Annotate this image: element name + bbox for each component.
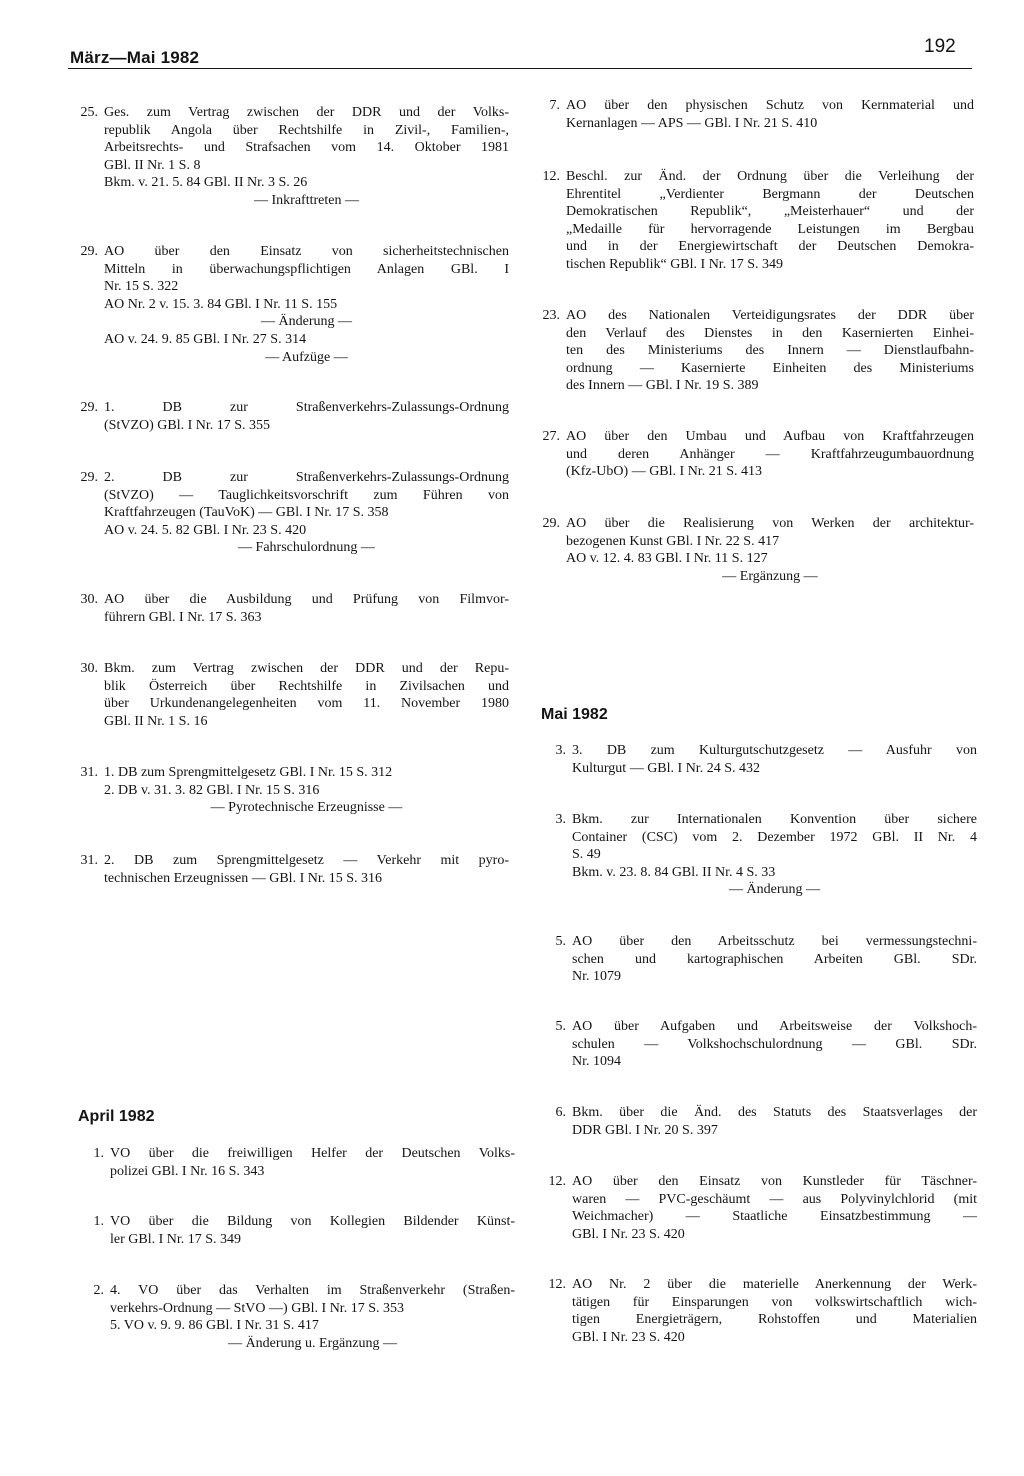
section-heading-mai: Mai 1982 bbox=[541, 706, 608, 723]
entry-line: Mitteln in überwachungspflichtigen Anlagen GBl. I bbox=[104, 261, 509, 277]
entry-line: Arbeitsrechts- und Strafsachen vom 14. Oktober 1981 bbox=[104, 140, 509, 156]
entry-line: 1. DB zur Straßenverkehrs-Zulassungs-Ordnung bbox=[104, 400, 509, 415]
entry-date: 12. bbox=[542, 169, 560, 184]
entry-line: (StVZO) GBl. I Nr. 17 S. 355 bbox=[104, 417, 271, 433]
entry-right-5 bbox=[542, 515, 974, 585]
entry-note: — Ergänzung — bbox=[722, 568, 818, 584]
entry-line: Bkm. zum Vertrag zwischen der DDR und der Repu- bbox=[104, 661, 509, 676]
entry-date: 30. bbox=[80, 592, 98, 607]
entry-note: — Pyrotechnische Erzeugnisse — bbox=[210, 800, 403, 816]
entry-line: technischen Erzeugnissen — GBl. I Nr. 15 S. 316 bbox=[104, 870, 383, 886]
entry-line: Bkm. v. 23. 8. 84 GBl. II Nr. 4 S. 33 bbox=[572, 864, 776, 880]
entry-line: ten des Ministeriums des Innern — Dienstlaufbahn- bbox=[566, 343, 974, 359]
entry-mai-4 bbox=[555, 1018, 977, 1071]
entry-line: Ges. zum Vertrag zwischen der DDR und der Volks- bbox=[104, 105, 509, 120]
entry-line: 1. DB zum Sprengmittelgesetz GBl. I Nr. 15 S. 312 bbox=[104, 765, 393, 780]
entry-line: Nr. 1094 bbox=[572, 1054, 621, 1070]
entry-line: den Verlauf des Dienstes in den Kasernierten Einhei- bbox=[566, 325, 974, 341]
entry-line: AO über die Ausbildung und Prüfung von Filmvor- bbox=[104, 592, 509, 607]
entry-date: 6. bbox=[555, 1105, 566, 1120]
entry-line: Beschl. zur Änd. der Ordnung über die Verleihung der bbox=[566, 169, 974, 184]
entry-line: ler GBl. I Nr. 17 S. 349 bbox=[110, 1231, 242, 1247]
entry-line: polizei GBl. I Nr. 16 S. 343 bbox=[110, 1163, 265, 1179]
entry-left-6 bbox=[80, 660, 509, 730]
entry-mai-6 bbox=[548, 1173, 977, 1243]
entry-line: Kulturgut — GBl. I Nr. 24 S. 432 bbox=[572, 760, 760, 776]
entry-line: Nr. 1079 bbox=[572, 969, 621, 985]
section-heading-april: April 1982 bbox=[78, 1108, 155, 1125]
entry-line: und deren Anhänger — Kraftfahrzeugumbauordnung bbox=[566, 446, 974, 462]
entry-date: 29. bbox=[80, 400, 98, 415]
entry-note: — Aufzüge — bbox=[265, 349, 348, 365]
entry-line: AO über den Umbau und Aufbau von Kraftfahrzeugen bbox=[566, 429, 974, 444]
entry-line: S. 49 bbox=[572, 847, 601, 863]
entry-date: 1. bbox=[93, 1146, 104, 1161]
entry-left-4 bbox=[80, 469, 509, 557]
entry-line: 5. VO v. 9. 9. 86 GBl. I Nr. 31 S. 417 bbox=[110, 1318, 319, 1334]
entry-left-3 bbox=[80, 399, 509, 434]
entry-line: AO v. 24. 5. 82 GBl. I Nr. 23 S. 420 bbox=[104, 522, 307, 538]
entry-line: DDR GBl. I Nr. 20 S. 397 bbox=[572, 1122, 718, 1138]
entry-line: AO v. 24. 9. 85 GBl. I Nr. 27 S. 314 bbox=[104, 331, 307, 347]
entry-date: 2. bbox=[93, 1283, 104, 1298]
entry-note: — Fahrschulordnung — bbox=[238, 540, 375, 556]
entry-line: Container (CSC) vom 2. Dezember 1972 GBl. II Nr. 4 bbox=[572, 829, 977, 845]
entry-line: 2. DB v. 31. 3. 82 GBl. I Nr. 15 S. 316 bbox=[104, 782, 320, 798]
entry-mai-3 bbox=[555, 933, 977, 986]
entry-date: 12. bbox=[548, 1277, 566, 1292]
entry-date: 3. bbox=[555, 743, 566, 758]
entry-line: 3. DB zum Kulturgutschutzgesetz — Ausfuhr von bbox=[572, 743, 977, 758]
entry-date: 29. bbox=[80, 244, 98, 259]
entry-line: republik Angola über Rechtshilfe in Zivil-, Familien-, bbox=[104, 122, 509, 138]
entry-line: AO Nr. 2 v. 15. 3. 84 GBl. I Nr. 11 S. 155 bbox=[104, 296, 338, 312]
entry-april-2 bbox=[93, 1213, 515, 1248]
entry-line: führern GBl. I Nr. 17 S. 363 bbox=[104, 609, 262, 625]
entry-line: Kernanlagen — APS — GBl. I Nr. 21 S. 410 bbox=[566, 115, 818, 131]
entry-note: — Änderung u. Ergänzung — bbox=[228, 1335, 397, 1351]
entry-date: 25. bbox=[80, 105, 98, 120]
entry-april-1 bbox=[93, 1145, 515, 1180]
entry-line: Kraftfahrzeugen (TauVoK) — GBl. I Nr. 17 S. 358 bbox=[104, 505, 389, 521]
entry-right-4 bbox=[542, 428, 974, 481]
entry-line: blik Österreich über Rechtshilfe in Zivilsachen und bbox=[104, 678, 509, 694]
entry-date: 29. bbox=[542, 516, 560, 531]
entry-line: ordnung — Kasernierte Einheiten des Ministeriums bbox=[566, 360, 974, 376]
entry-line: Bkm. über die Änd. des Statuts des Staatsverlages der bbox=[572, 1105, 977, 1120]
entry-line: des Innern — GBl. I Nr. 19 S. 389 bbox=[566, 378, 759, 394]
entry-note: — Inkrafttreten — bbox=[254, 192, 359, 208]
entry-line: waren — PVC-geschäumt — aus Polyvinylchlorid (mit bbox=[572, 1191, 977, 1207]
entry-right-2 bbox=[542, 168, 974, 274]
entry-date: 1. bbox=[93, 1214, 104, 1229]
header-rule bbox=[68, 68, 972, 69]
entry-line: Bkm. v. 21. 5. 84 GBl. II Nr. 3 S. 26 bbox=[104, 175, 308, 191]
entry-line: VO über die Bildung von Kollegien Bildender Künst- bbox=[110, 1214, 515, 1229]
entry-line: (Kfz-UbO) — GBl. I Nr. 21 S. 413 bbox=[566, 464, 762, 480]
entry-date: 29. bbox=[80, 470, 98, 485]
entry-line: 4. VO über das Verhalten im Straßenverkehr (Straßen- bbox=[110, 1283, 515, 1298]
entry-date: 30. bbox=[80, 661, 98, 676]
entry-date: 12. bbox=[548, 1174, 566, 1189]
entry-line: AO v. 12. 4. 83 GBl. I Nr. 11 S. 127 bbox=[566, 551, 768, 567]
entry-line: GBl. II Nr. 1 S. 8 bbox=[104, 157, 201, 173]
entry-date: 31. bbox=[80, 853, 98, 868]
entry-date: 23. bbox=[542, 308, 560, 323]
entry-line: tätigen für Einsparungen von volkswirtschaftlich wich- bbox=[572, 1294, 977, 1310]
entry-line: verkehrs-Ordnung — StVO —) GBl. I Nr. 17 S. 353 bbox=[110, 1300, 404, 1316]
entry-line: Nr. 15 S. 322 bbox=[104, 279, 179, 295]
entry-left-1 bbox=[80, 104, 509, 210]
entry-right-1 bbox=[549, 97, 974, 132]
entry-line: Bkm. zur Internationalen Konvention über sichere bbox=[572, 812, 977, 827]
entry-mai-2 bbox=[555, 811, 977, 899]
entry-left-2 bbox=[80, 243, 509, 366]
page-title: März—Mai 1982 bbox=[70, 48, 200, 67]
entry-note: — Änderung — bbox=[261, 314, 352, 330]
entry-date: 31. bbox=[80, 765, 98, 780]
entry-line: Ehrentitel „Verdienter Bergmann der Deutschen bbox=[566, 186, 974, 202]
entry-line: „Medaille für hervorragende Leistungen im Bergbau bbox=[566, 221, 974, 237]
entry-line: AO über den Einsatz von Kunstleder für Täschner- bbox=[572, 1174, 977, 1189]
entry-date: 5. bbox=[555, 1019, 566, 1034]
entry-line: GBl. I Nr. 23 S. 420 bbox=[572, 1226, 685, 1242]
entry-date: 7. bbox=[549, 98, 560, 113]
entry-line: schen und kartographischen Arbeiten GBl. SDr. bbox=[572, 951, 977, 967]
entry-april-3 bbox=[93, 1282, 515, 1352]
entry-line: AO über den Einsatz von sicherheitstechnischen bbox=[104, 244, 509, 259]
entry-line: über Urkundenangelegenheiten vom 11. November 1980 bbox=[104, 696, 509, 712]
entry-line: AO über die Realisierung von Werken der architektur- bbox=[566, 516, 974, 531]
entry-line: AO über den physischen Schutz von Kernmaterial und bbox=[566, 98, 974, 113]
entry-line: 2. DB zum Sprengmittelgesetz — Verkehr mit pyro- bbox=[104, 853, 509, 868]
page-number: 192 bbox=[924, 36, 956, 57]
entry-date: 5. bbox=[555, 934, 566, 949]
entry-line: Weichmacher) — Staatliche Einsatzbestimmung — bbox=[572, 1209, 977, 1225]
entry-mai-5 bbox=[555, 1104, 977, 1139]
entry-mai-7 bbox=[548, 1276, 977, 1346]
entry-line: GBl. II Nr. 1 S. 16 bbox=[104, 713, 208, 729]
entry-line: tigen Energieträgern, Rohstoffen und Materialien bbox=[572, 1312, 977, 1328]
entry-left-7 bbox=[80, 764, 509, 817]
entry-line: Demokratischen Republik“, „Meisterhauer“ und der bbox=[566, 204, 974, 220]
entry-date: 27. bbox=[542, 429, 560, 444]
entry-date: 3. bbox=[555, 812, 566, 827]
entry-left-5 bbox=[80, 591, 509, 626]
entry-line: AO über Aufgaben und Arbeitsweise der Volkshoch- bbox=[572, 1019, 977, 1034]
entry-note: — Änderung — bbox=[729, 882, 820, 898]
entry-line: AO über den Arbeitsschutz bei vermessungstechni- bbox=[572, 934, 977, 949]
entry-line: VO über die freiwilligen Helfer der Deutschen Volks- bbox=[110, 1146, 515, 1161]
entry-line: tischen Republik“ GBl. I Nr. 17 S. 349 bbox=[566, 256, 783, 272]
entry-line: bezogenen Kunst GBl. I Nr. 22 S. 417 bbox=[566, 533, 780, 549]
entry-mai-1 bbox=[555, 742, 977, 777]
entry-left-8 bbox=[80, 852, 509, 887]
entry-line: 2. DB zur Straßenverkehrs-Zulassungs-Ordnung bbox=[104, 470, 509, 485]
entry-line: schulen — Volkshochschulordnung — GBl. SDr. bbox=[572, 1036, 977, 1052]
entry-line: und in der Energiewirtschaft der Deutschen Demokra- bbox=[566, 239, 974, 255]
entry-right-3 bbox=[542, 307, 974, 395]
entry-line: AO Nr. 2 über die materielle Anerkennung der Werk- bbox=[572, 1277, 977, 1292]
entry-line: AO des Nationalen Verteidigungsrates der DDR über bbox=[566, 308, 974, 323]
entry-line: (StVZO) — Tauglichkeitsvorschrift zum Führen von bbox=[104, 487, 509, 503]
entry-line: GBl. I Nr. 23 S. 420 bbox=[572, 1329, 685, 1345]
